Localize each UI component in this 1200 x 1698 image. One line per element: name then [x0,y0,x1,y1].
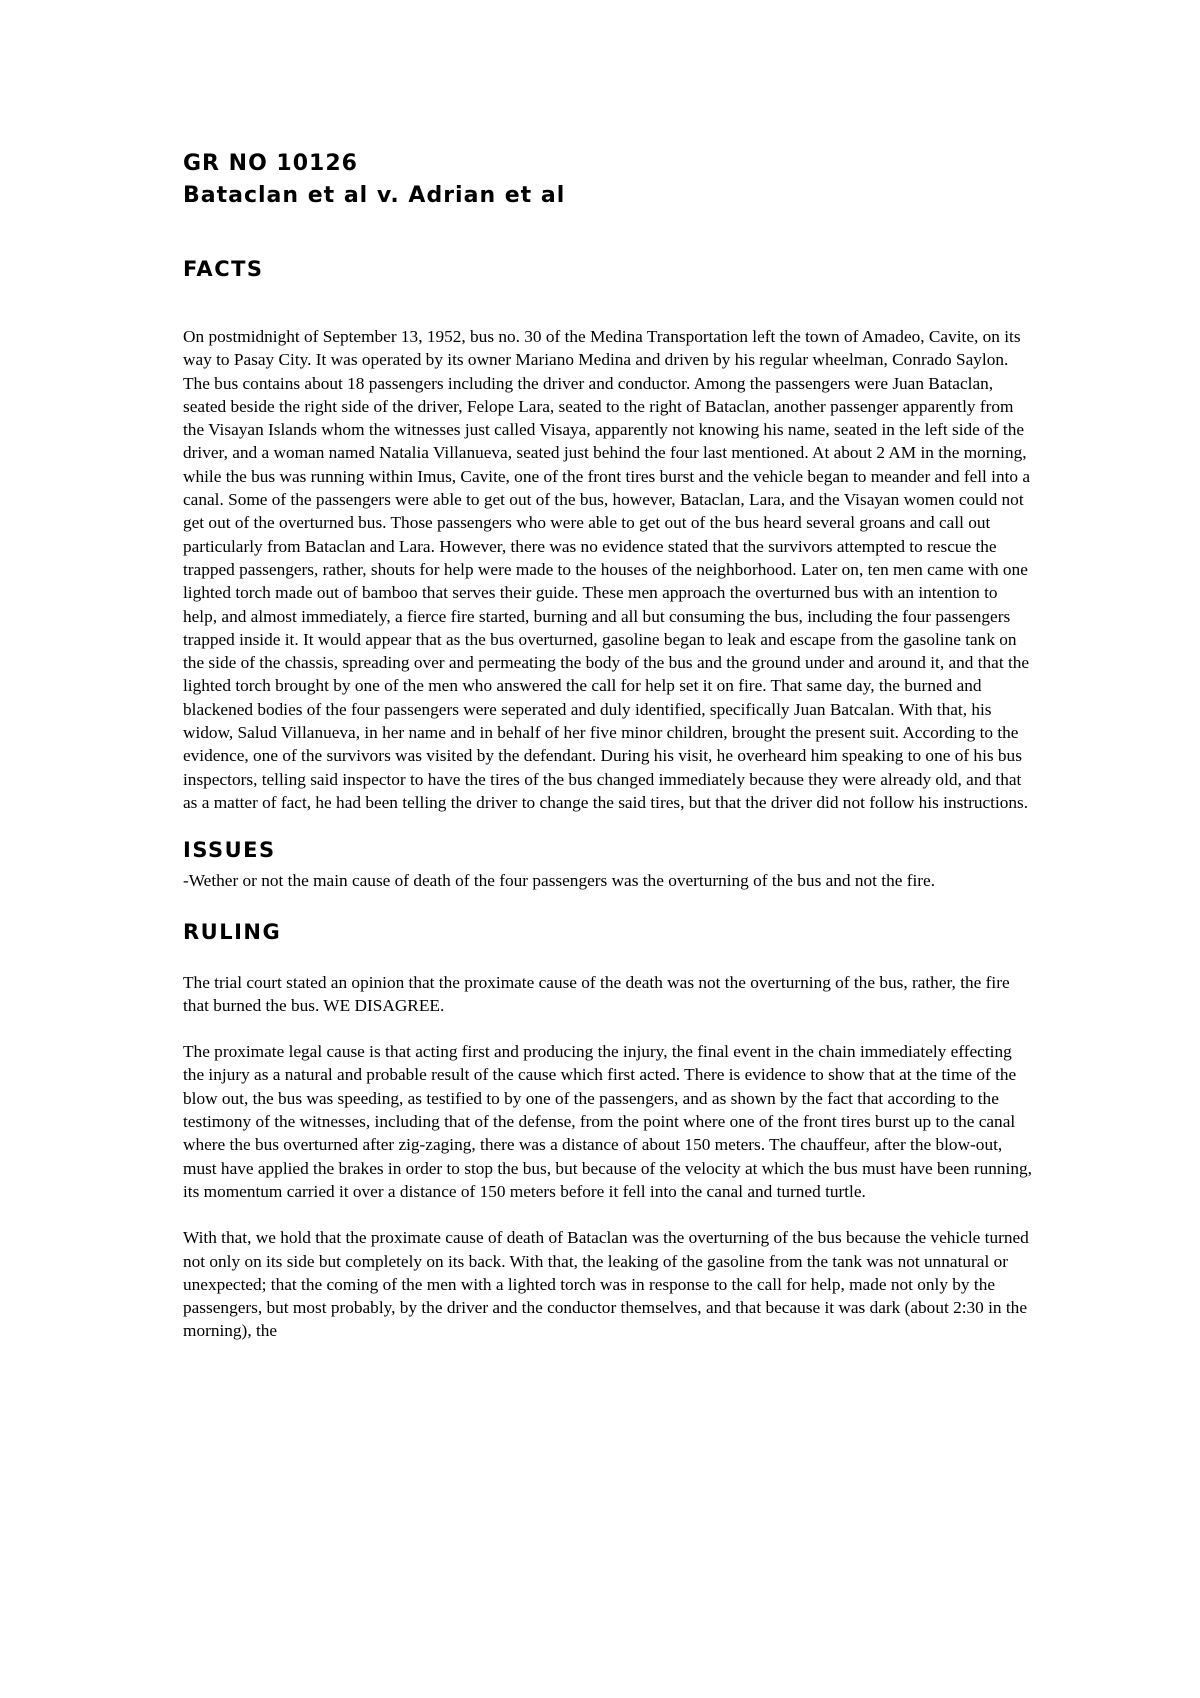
ruling-heading: RULING [183,919,282,944]
case-number: GR NO 10126 [183,151,358,176]
ruling-paragraph: The proximate legal cause is that acting first and producing the injury, the final event in the chain immediately effecting the injury as a natural and probable result of the cause which first acted. There is evidence to show that at the time of the blow out, the bus was speeding, as testified to by one of the passengers, and as shown by the fact that according to the testimony of the witnesses, including that of the defense, from the point where one of the front tires burst up to the canal where the bus overturned after zig-zaging, there was a distance of about 150 meters. The chauffeur, after the blow-out, must have applied the brakes in order to stop the bus, but because of the velocity at which the bus must have been running, its momentum carried it over a distance of 150 meters before it fell into the canal and turned turtle. [183,1042,1032,1201]
facts-heading: FACTS [183,257,264,281]
ruling-paragraph: With that, we hold that the proximate cause of death of Bataclan was the overturning of the bus because the vehicle turned not only on its side but completely on its back. With that, the leaking of the gasoline from the tank was not unnatural or unexpected; that the coming of the men with a lighted torch was in response to the call for help, made not only by the passengers, but most probably, by the driver and the conductor themselves, and that because it was dark (about 2:30 in the morning), the [183,1228,1029,1341]
issues-heading: ISSUES [183,838,276,863]
issues-paragraph: -Wether or not the main cause of death of the four passengers was the overturning of the bus and not the fire. [183,871,936,891]
ruling-paragraph: The trial court stated an opinion that the proximate cause of the death was not the overturning of the bus, rather, the fire that burned the bus. WE DISAGREE. [183,972,1010,1015]
document-page [183,148,1033,1343]
facts-paragraph: On postmidnight of September 13, 1952, bus no. 30 of the Medina Transportation left the town of Amadeo, Cavite, on its way to Pasay City. It was operated by its owner Mariano Medina and driven by his regular wheelman, Conrado Saylon. The bus contains about 18 passengers including the driver and conductor. Among the passengers were Juan Bataclan, seated beside the right side of the driver, Felope Lara, seated to the right of Bataclan, another passenger apparently from the Visayan Islands whom the witnesses just called Visaya, apparently not knowing his name, seated in the left side of the driver, and a woman named Natalia Villanueva, seated just behind the four last mentioned. At about 2 AM in the morning, while the bus was running within Imus, Cavite, one of the front tires burst and the vehicle began to meander and fell into a canal. Some of the passengers were able to get out of the bus, however, Bataclan, Lara, and the Visayan women could not get out of the overturned bus. Those passengers who were able to get out of the bus heard several groans and call out particularly from Bataclan and Lara. However, there was no evidence stated that the survivors attempted to rescue the trapped passengers, rather, shouts for help were made to the houses of the neighborhood. Later on, ten men came with one lighted torch made out of bamboo that serves their guide. These men approach the overturned bus with an intention to help, and almost immediately, a fierce fire started, burning and all but consuming the bus, including the four passengers trapped inside it. It would appear that as the bus overturned, gasoline began to leak and escape from the gasoline tank on the side of the chassis, spreading over and permeating the body of the bus and the ground under and around it, and that the lighted torch brought by one of the men who answered the call for help set it on fire. That same day, the burned and blackened bodies of the four passengers were seperated and duly identified, specifically Juan Batcalan. With that, his widow, Salud Villanueva, in her name and in behalf of her five minor children, brought the present suit. According to the evidence, one of the survivors was visited by the defendant. During his visit, he overheard him speaking to one of his bus inspectors, telling said inspector to have the tires of the bus changed immediately because they were already old, and that as a matter of fact, he had been telling the driver to change the said tires, but that the driver did not follow his instructions. [183,327,1031,812]
case-title: Bataclan et al v. Adrian et al [183,183,566,208]
